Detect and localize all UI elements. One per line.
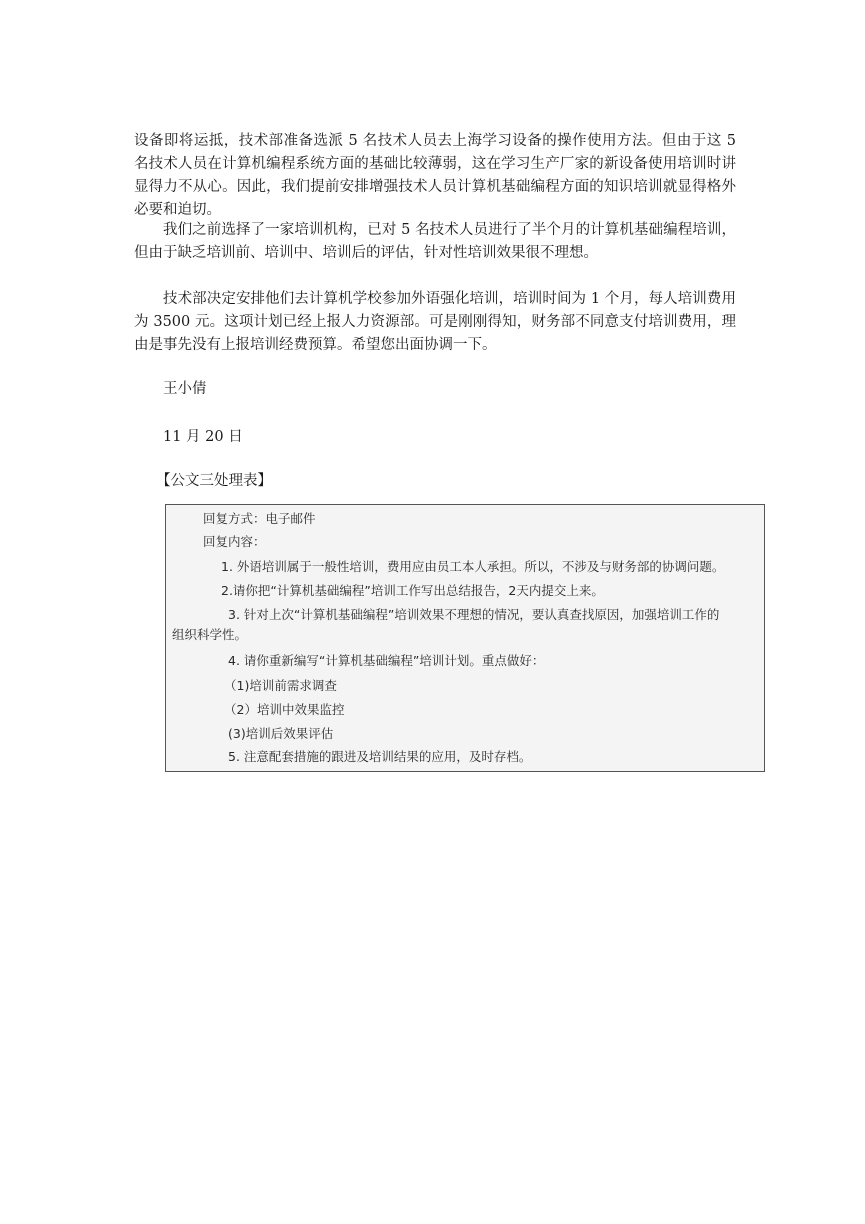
reply-subitem-1: （1)培训前需求调查 xyxy=(224,678,337,693)
body-paragraph-3: 技术部决定安排他们去计算机学校参加外语强化培训，培训时间为 1 个月，每人培训费用为 3500 元。这项计划已经上报人力资源部。可是刚刚得知，财务部不同意支付培训费用，理由是事先没有上报培训经费预算。希望您出面协调一下。 xyxy=(134,291,736,353)
reply-content-label: 回复内容： xyxy=(203,534,266,549)
table-label: 【公文三处理表】 xyxy=(156,473,272,489)
reply-item-5: 5. 注意配套措施的跟进及培训结果的应用，及时存档。 xyxy=(228,749,532,764)
reply-table xyxy=(165,504,765,772)
reply-subitem-3: (3)培训后效果评估 xyxy=(228,726,334,741)
reply-item-3-line-2: 组织科学性。 xyxy=(172,627,248,642)
reply-subitem-2: （2）培训中效果监控 xyxy=(224,702,345,717)
date: 11 月 20 日 xyxy=(163,429,243,445)
reply-item-2: 2.请你把“计算机基础编程”培训工作写出总结报告，2天内提交上来。 xyxy=(221,583,604,598)
reply-item-3-line-1: 3. 针对上次“计算机基础编程”培训效果不理想的情况，要认真查找原因，加强培训工作的 xyxy=(228,607,720,622)
signature: 王小倩 xyxy=(163,381,207,397)
body-paragraph-1: 设备即将运抵，技术部准备选派 5 名技术人员去上海学习设备的操作使用方法。但由于这 5 名技术人员在计算机编程系统方面的基础比较薄弱，这在学习生产厂家的新设备使用培训时讲显得力不从心。因此，我们提前安排增强技术人员计算机基础编程方面的知识培训就显得格外必要和迫切。 xyxy=(134,133,736,218)
reply-item-4: 4. 请你重新编写“计算机基础编程”培训计划。重点做好： xyxy=(228,653,545,668)
body-paragraph-2: 我们之前选择了一家培训机构，已对 5 名技术人员进行了半个月的计算机基础编程培训，但由于缺乏培训前、培训中、培训后的评估，针对性培训效果很不理想。 xyxy=(134,222,736,261)
reply-method: 回复方式：电子邮件 xyxy=(203,511,316,526)
reply-item-1: 1. 外语培训属于一般性培训，费用应由员工本人承担。所以，不涉及与财务部的协调问题。 xyxy=(221,559,725,574)
